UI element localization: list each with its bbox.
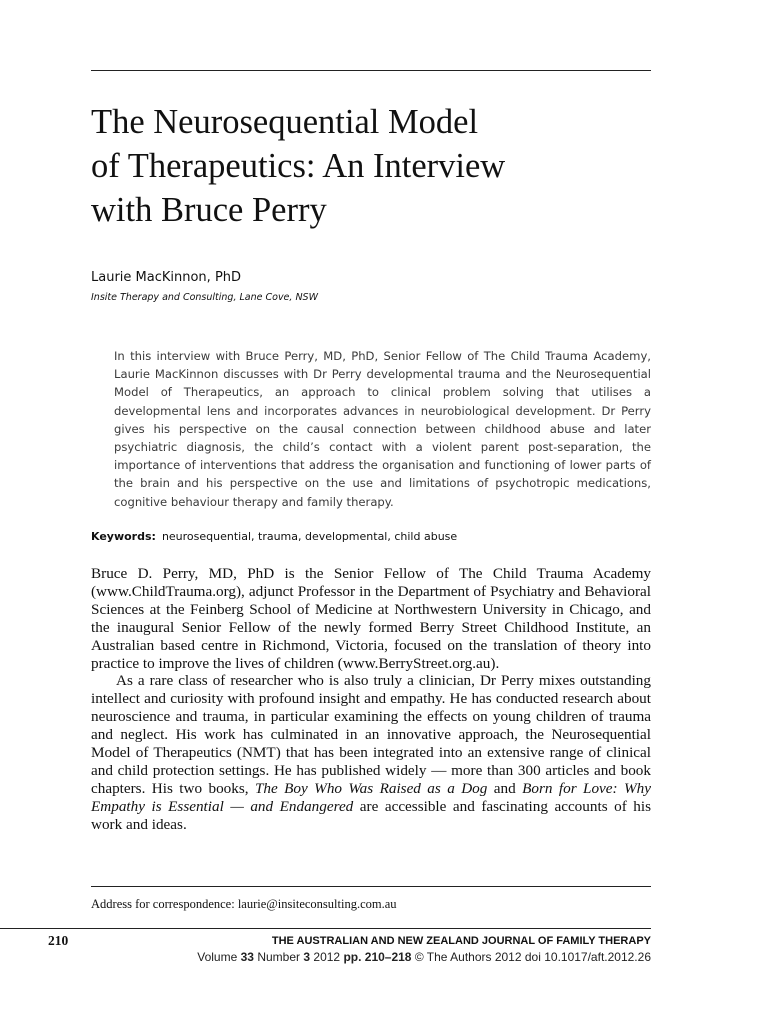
doi: doi 10.1017/aft.2012.26 xyxy=(524,950,651,964)
year: 2012 xyxy=(313,950,341,964)
body-paragraph-1: Bruce D. Perry, MD, PhD is the Senior Fellow of The Child Trauma Academy (www.ChildTrauma.org), adjunct Professor in the Department of Psychiatry and Behavioral Sciences at the Feinberg School of Medicine at Northwestern University in Chicago, and the inaugural Senior Fellow of the newly formed Berry Street Childhood Institute, an Australian based centre in Richmond, Victoria, focused on the translation of theory into practice to improve the lives of children (www.BerryStreet.org.au). xyxy=(91,565,651,672)
title-line-3: with Bruce Perry xyxy=(91,191,327,229)
title-line-1: The Neurosequential Model xyxy=(91,103,479,141)
header-rule xyxy=(91,70,651,71)
journal-name: THE AUSTRALIAN AND NEW ZEALAND JOURNAL OF FAMILY THERAPY xyxy=(271,935,651,947)
copyright: © The Authors 2012 xyxy=(414,950,522,964)
keywords-label: Keywords: xyxy=(91,530,156,543)
citation-line xyxy=(197,950,651,964)
body-paragraph-2-text-a: As a rare class of researcher who is also truly a clinician, Dr Perry mixes outstanding intellect and curiosity with profound insight and empathy. He has conducted research about neuroscience and trauma, in particular examining the effects on young children of trauma and neglect. His work has culminated in an innovative approach, the Neurosequential Model of Therapeutics (NMT) that has been integrated into an extensive range of clinical and child protection settings. He has published widely — more than 300 articles and book chapters. His two books, xyxy=(91,672,651,797)
correspondence-address: Address for correspondence: laurie@insiteconsulting.com.au xyxy=(91,897,397,911)
body-paragraph-2 xyxy=(91,672,651,833)
keywords-list: neurosequential, trauma, developmental, child abuse xyxy=(161,530,458,543)
number-label: Number xyxy=(257,950,301,964)
issue-number: 3 xyxy=(303,950,311,964)
volume-label: Volume xyxy=(197,950,238,964)
book-title-2: Born for Love: Why Empathy is Essential — and Endangered xyxy=(91,779,651,815)
author-name: Laurie MacKinnon, PhD xyxy=(91,270,242,285)
footnote-rule xyxy=(91,886,651,887)
keywords xyxy=(91,530,457,543)
body-paragraph-2-and: and xyxy=(487,779,523,797)
article-title xyxy=(91,100,611,232)
title-line-2: of Therapeutics: An Interview xyxy=(91,147,506,185)
page-footer-rule xyxy=(0,928,651,929)
page-range: pp. 210–218 xyxy=(343,950,412,964)
author-affiliation: Insite Therapy and Consulting, Lane Cove, NSW xyxy=(91,292,318,303)
volume-number: 33 xyxy=(240,950,254,964)
article-body xyxy=(91,565,651,834)
book-title-1: The Boy Who Was Raised as a Dog xyxy=(254,779,488,797)
page-number: 210 xyxy=(48,933,69,948)
body-paragraph-2-text-b: are accessible and fascinating accounts of his work and ideas. xyxy=(91,797,651,833)
abstract: In this interview with Bruce Perry, MD, PhD, Senior Fellow of The Child Trauma Academy, Laurie MacKinnon discusses with Dr Perry developmental trauma and the Neurosequential Model of Therapeutics, an approach to clinical problem solving that utilises a developmental lens and incorporates advances in neurobiological development. Dr Perry gives his perspective on the causal connection between childhood abuse and later psychiatric diagnosis, the child’s contact with a violent parent post-separation, the importance of interventions that address the organisation and functioning of lower parts of the brain and his perspective on the use and limitations of psychotropic medications, cognitive behaviour therapy and family therapy. xyxy=(114,349,651,509)
